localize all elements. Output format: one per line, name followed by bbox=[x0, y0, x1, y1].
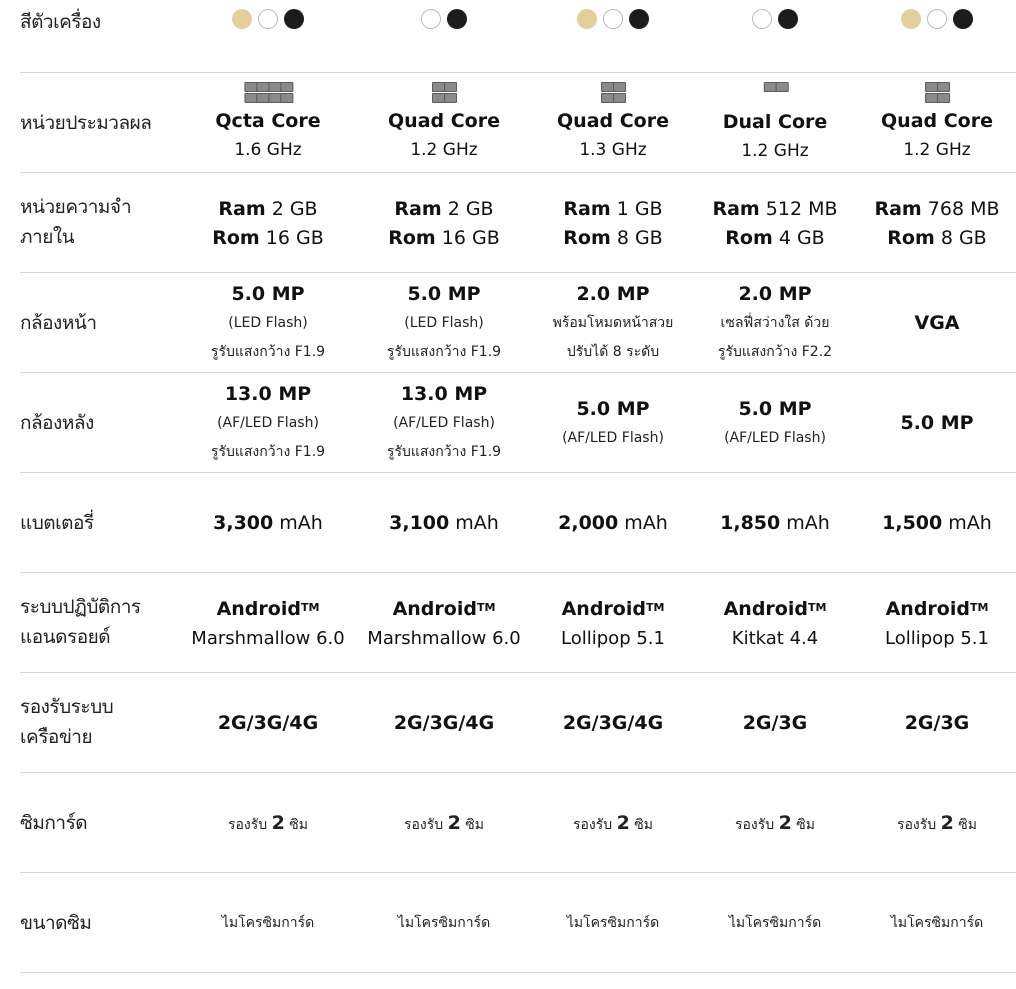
battery-unit: mAh bbox=[948, 512, 992, 534]
dual-sim bbox=[897, 809, 977, 840]
color-swatches bbox=[421, 9, 467, 29]
spec-cell bbox=[398, 909, 490, 938]
label-text: หน่วยประมวลผล bbox=[20, 112, 152, 134]
front-camera-detail: (LED Flash) bbox=[228, 315, 308, 331]
ram-line bbox=[388, 195, 500, 224]
os-version: Kitkat 4.4 bbox=[731, 628, 819, 649]
cpu-name: Quad Core bbox=[388, 110, 500, 132]
rear-camera-mp: 13.0 MP bbox=[224, 383, 312, 405]
rom-value: 8 GB bbox=[616, 227, 663, 249]
android-label: Android bbox=[216, 598, 301, 620]
ram-line bbox=[712, 195, 837, 224]
spec-cell bbox=[222, 909, 314, 938]
network-support: 2G/3G bbox=[742, 712, 808, 734]
sim-prefix: รองรับ bbox=[403, 817, 444, 833]
android-label: Android bbox=[392, 598, 477, 620]
core-block bbox=[776, 82, 789, 92]
spec-cell bbox=[900, 409, 973, 438]
spec-cell bbox=[735, 809, 815, 840]
battery-capacity bbox=[720, 509, 830, 538]
row-label bbox=[20, 308, 97, 338]
rear-camera-detail: (AF/LED Flash) bbox=[724, 430, 826, 446]
spec-cell bbox=[743, 709, 808, 738]
os-version: Lollipop 5.1 bbox=[561, 628, 665, 649]
cpu-name: Quad Core bbox=[557, 110, 669, 132]
sim-suffix: ซิม bbox=[958, 817, 978, 833]
row-label bbox=[20, 808, 87, 838]
spec-row-color bbox=[20, 0, 1016, 73]
front-camera-aperture: รูรับแสงกว้าง F1.9 bbox=[386, 344, 502, 360]
rom-label: Rom bbox=[563, 227, 611, 249]
rear-camera-aperture: รูรับแสงกว้าง F1.9 bbox=[210, 444, 326, 460]
spec-cell bbox=[885, 595, 989, 653]
label-text: ภายใน bbox=[20, 226, 75, 248]
sim-size: ไมโครซิมการ์ด bbox=[566, 915, 660, 931]
spec-cell bbox=[389, 509, 499, 538]
label-text: แบตเตอรี่ bbox=[20, 512, 94, 534]
front-camera-aperture: รูรับแสงกว้าง F1.9 bbox=[210, 344, 326, 360]
spec-cell bbox=[191, 595, 344, 653]
trademark: TM bbox=[807, 601, 827, 614]
color-swatches bbox=[901, 9, 973, 29]
os-name bbox=[191, 595, 344, 624]
label-text: รองรับระบบ bbox=[20, 696, 114, 718]
spec-cell bbox=[563, 709, 663, 738]
spec-cell bbox=[404, 809, 484, 840]
row-label bbox=[20, 908, 91, 938]
label-text: ซิมการ์ด bbox=[20, 812, 88, 834]
color-swatch-white[interactable] bbox=[421, 9, 441, 29]
dual-sim bbox=[573, 809, 653, 840]
label-text: กล้องหน้า bbox=[20, 312, 97, 334]
front-camera-mp: VGA bbox=[914, 312, 960, 334]
rear-camera-mp: 5.0 MP bbox=[738, 398, 812, 420]
os-version: Marshmallow 6.0 bbox=[367, 628, 521, 649]
core-block bbox=[281, 82, 294, 92]
color-swatch-black[interactable] bbox=[629, 9, 649, 29]
core-block bbox=[614, 93, 627, 103]
battery-unit: mAh bbox=[624, 512, 668, 534]
spec-row-cpu bbox=[20, 73, 1016, 173]
spec-cell bbox=[228, 809, 308, 840]
color-swatch-white[interactable] bbox=[603, 9, 623, 29]
sim-prefix: รองรับ bbox=[734, 817, 775, 833]
spec-row-sim bbox=[20, 773, 1016, 873]
os-name bbox=[367, 595, 520, 624]
spec-cell bbox=[388, 77, 500, 165]
label-text: ระบบปฏิบัติการ bbox=[20, 596, 141, 618]
rom-label: Rom bbox=[725, 227, 773, 249]
ram-label: Ram bbox=[394, 198, 442, 220]
trademark: TM bbox=[645, 601, 665, 614]
cpu-name: Dual Core bbox=[722, 111, 828, 133]
trademark: TM bbox=[300, 601, 320, 614]
row-label bbox=[20, 592, 141, 652]
os-name bbox=[885, 595, 989, 624]
cpu-cores-icon bbox=[602, 82, 625, 103]
spec-cell bbox=[218, 709, 318, 738]
rom-value: 16 GB bbox=[265, 227, 324, 249]
label-text: หน่วยความจำ bbox=[20, 196, 132, 218]
spec-cell bbox=[211, 380, 325, 467]
network-support: 2G/3G/4G bbox=[217, 712, 319, 734]
rom-line bbox=[874, 224, 999, 253]
ram-label: Ram bbox=[563, 198, 611, 220]
ram-line bbox=[874, 195, 999, 224]
label-text: ขนาดซิม bbox=[20, 912, 92, 934]
rom-label: Rom bbox=[887, 227, 935, 249]
spec-cell bbox=[712, 195, 837, 253]
spec-cell bbox=[567, 909, 659, 938]
spec-cell bbox=[874, 195, 999, 253]
spec-row-os bbox=[20, 573, 1016, 673]
os-name bbox=[724, 595, 827, 624]
sim-prefix: รองรับ bbox=[896, 817, 937, 833]
color-swatch-gold[interactable] bbox=[232, 9, 252, 29]
ram-value: 2 GB bbox=[447, 198, 494, 220]
spec-cell bbox=[215, 77, 320, 165]
cpu-cores-icon bbox=[245, 82, 292, 103]
spec-cell bbox=[421, 9, 467, 29]
spec-cell bbox=[213, 509, 323, 538]
spec-cell bbox=[557, 77, 669, 165]
spec-cell bbox=[914, 309, 959, 338]
front-camera-aperture: ปรับได้ 8 ระดับ bbox=[566, 344, 660, 360]
color-swatch-black[interactable] bbox=[284, 9, 304, 29]
ram-label: Ram bbox=[712, 198, 760, 220]
spec-row-simsize bbox=[20, 873, 1016, 973]
spec-row-network bbox=[20, 673, 1016, 773]
battery-value: 3,100 bbox=[389, 512, 450, 534]
sim-size: ไมโครซิมการ์ด bbox=[890, 915, 984, 931]
color-swatches bbox=[232, 9, 304, 29]
color-swatch-black[interactable] bbox=[778, 9, 798, 29]
cpu-speed: 1.2 GHz bbox=[903, 140, 971, 160]
spec-cell bbox=[367, 595, 520, 653]
ram-line bbox=[212, 195, 324, 224]
sim-count: 2 bbox=[616, 812, 630, 834]
battery-capacity bbox=[213, 509, 323, 538]
cpu-cores-icon bbox=[433, 82, 456, 103]
spec-cell bbox=[558, 509, 668, 538]
os-version: Lollipop 5.1 bbox=[885, 628, 989, 649]
spec-cell bbox=[720, 509, 830, 538]
ram-line bbox=[563, 195, 662, 224]
spec-row-battery bbox=[20, 473, 1016, 573]
spec-cell bbox=[752, 9, 798, 29]
cpu-cores-icon bbox=[764, 82, 787, 92]
cpu-speed: 1.2 GHz bbox=[410, 140, 478, 160]
battery-unit: mAh bbox=[279, 512, 323, 534]
cpu-name: Qcta Core bbox=[215, 110, 321, 132]
spec-cell bbox=[563, 195, 662, 253]
battery-value: 1,500 bbox=[882, 512, 943, 534]
core-block bbox=[281, 93, 294, 103]
network-support: 2G/3G/4G bbox=[393, 712, 495, 734]
spec-cell bbox=[212, 195, 324, 253]
spec-cell bbox=[729, 909, 821, 938]
core-block bbox=[938, 82, 951, 92]
dual-sim bbox=[228, 809, 308, 840]
front-camera-mp: 5.0 MP bbox=[407, 283, 481, 305]
core-block bbox=[764, 82, 777, 92]
spec-cell bbox=[718, 280, 832, 367]
network-support: 2G/3G bbox=[904, 712, 970, 734]
spec-cell bbox=[882, 509, 992, 538]
spec-cell bbox=[724, 595, 827, 653]
spec-cell bbox=[232, 9, 304, 29]
sim-count: 2 bbox=[271, 812, 285, 834]
spec-cell bbox=[561, 595, 665, 653]
front-camera-detail: พร้อมโหมดหน้าสวย bbox=[552, 315, 674, 331]
rom-label: Rom bbox=[212, 227, 260, 249]
battery-value: 1,850 bbox=[720, 512, 781, 534]
rom-line bbox=[712, 224, 837, 253]
front-camera-mp: 5.0 MP bbox=[231, 283, 305, 305]
spec-cell bbox=[573, 809, 653, 840]
spec-cell bbox=[388, 195, 500, 253]
battery-unit: mAh bbox=[786, 512, 830, 534]
sim-suffix: ซิม bbox=[634, 817, 654, 833]
os-version: Marshmallow 6.0 bbox=[191, 628, 345, 649]
cpu-speed: 1.3 GHz bbox=[579, 140, 647, 160]
ram-label: Ram bbox=[874, 198, 922, 220]
spec-cell bbox=[897, 809, 977, 840]
sim-size: ไมโครซิมการ์ด bbox=[728, 915, 822, 931]
spec-row-memory bbox=[20, 173, 1016, 273]
color-swatches bbox=[577, 9, 649, 29]
ram-value: 768 MB bbox=[927, 198, 1000, 220]
spec-cell bbox=[553, 280, 674, 367]
sim-size: ไมโครซิมการ์ด bbox=[397, 915, 491, 931]
color-swatches bbox=[752, 9, 798, 29]
sim-prefix: รองรับ bbox=[227, 817, 268, 833]
sim-suffix: ซิม bbox=[289, 817, 309, 833]
color-swatch-black[interactable] bbox=[953, 9, 973, 29]
spec-cell bbox=[901, 9, 973, 29]
sim-count: 2 bbox=[447, 812, 461, 834]
spec-cell bbox=[562, 395, 664, 453]
spec-cell bbox=[724, 395, 826, 453]
rom-value: 16 GB bbox=[441, 227, 500, 249]
spec-cell bbox=[577, 9, 649, 29]
cpu-speed: 1.6 GHz bbox=[234, 140, 302, 160]
label-text: กล้องหลัง bbox=[20, 412, 94, 434]
battery-value: 3,300 bbox=[213, 512, 274, 534]
battery-value: 2,000 bbox=[558, 512, 619, 534]
row-label bbox=[20, 408, 94, 438]
front-camera-aperture: รูรับแสงกว้าง F2.2 bbox=[717, 344, 833, 360]
rear-camera-detail: (AF/LED Flash) bbox=[217, 415, 319, 431]
spec-row-rear bbox=[20, 373, 1016, 473]
sim-count: 2 bbox=[778, 812, 792, 834]
front-camera-detail: (LED Flash) bbox=[404, 315, 484, 331]
sim-suffix: ซิม bbox=[465, 817, 485, 833]
spec-cell bbox=[723, 77, 828, 166]
sim-size: ไมโครซิมการ์ด bbox=[221, 915, 315, 931]
core-block bbox=[614, 82, 627, 92]
color-swatch-black[interactable] bbox=[447, 9, 467, 29]
spec-cell bbox=[881, 77, 993, 165]
os-name bbox=[561, 595, 665, 624]
front-camera-mp: 2.0 MP bbox=[576, 283, 650, 305]
trademark: TM bbox=[476, 601, 496, 614]
label-text: สีตัวเครื่อง bbox=[20, 11, 101, 33]
network-support: 2G/3G/4G bbox=[562, 712, 664, 734]
rom-line bbox=[388, 224, 500, 253]
core-block bbox=[938, 93, 951, 103]
rear-camera-mp: 13.0 MP bbox=[400, 383, 488, 405]
front-camera-mp: 2.0 MP bbox=[738, 283, 812, 305]
row-label bbox=[20, 192, 131, 252]
rear-camera-mp: 5.0 MP bbox=[576, 398, 650, 420]
front-camera-detail: เซลฟี่สว่างใส ด้วย bbox=[720, 315, 830, 331]
sim-count: 2 bbox=[940, 812, 954, 834]
spec-cell bbox=[394, 709, 494, 738]
ram-value: 2 GB bbox=[271, 198, 318, 220]
label-text: แอนดรอยด์ bbox=[20, 626, 111, 648]
spec-cell bbox=[211, 280, 325, 367]
android-label: Android bbox=[723, 598, 808, 620]
color-swatch-gold[interactable] bbox=[577, 9, 597, 29]
row-label bbox=[20, 508, 94, 538]
ram-label: Ram bbox=[218, 198, 266, 220]
row-label bbox=[20, 7, 101, 37]
rear-camera-mp: 5.0 MP bbox=[900, 412, 974, 434]
spec-cell bbox=[891, 909, 983, 938]
core-block bbox=[445, 82, 458, 92]
rear-camera-detail: (AF/LED Flash) bbox=[393, 415, 495, 431]
battery-capacity bbox=[882, 509, 992, 538]
cpu-speed: 1.2 GHz bbox=[741, 141, 809, 161]
android-label: Android bbox=[561, 598, 646, 620]
trademark: TM bbox=[969, 601, 989, 614]
cpu-name: Quad Core bbox=[881, 110, 993, 132]
color-swatch-gold[interactable] bbox=[901, 9, 921, 29]
ram-value: 1 GB bbox=[616, 198, 663, 220]
rom-line bbox=[212, 224, 324, 253]
battery-unit: mAh bbox=[455, 512, 499, 534]
row-label bbox=[20, 108, 151, 138]
color-swatch-white[interactable] bbox=[752, 9, 772, 29]
rear-camera-detail: (AF/LED Flash) bbox=[562, 430, 664, 446]
core-block bbox=[445, 93, 458, 103]
spec-row-front bbox=[20, 273, 1016, 373]
color-swatch-white[interactable] bbox=[258, 9, 278, 29]
sim-prefix: รองรับ bbox=[572, 817, 613, 833]
label-text: เครือข่าย bbox=[20, 726, 93, 748]
spec-cell bbox=[387, 380, 501, 467]
color-swatch-white[interactable] bbox=[927, 9, 947, 29]
sim-suffix: ซิม bbox=[796, 817, 816, 833]
rom-line bbox=[563, 224, 662, 253]
row-label bbox=[20, 692, 113, 752]
android-label: Android bbox=[885, 598, 970, 620]
rom-label: Rom bbox=[388, 227, 436, 249]
rom-value: 4 GB bbox=[778, 227, 825, 249]
rom-value: 8 GB bbox=[940, 227, 987, 249]
ram-value: 512 MB bbox=[765, 198, 838, 220]
rear-camera-aperture: รูรับแสงกว้าง F1.9 bbox=[386, 444, 502, 460]
battery-capacity bbox=[558, 509, 668, 538]
spec-cell bbox=[905, 709, 970, 738]
dual-sim bbox=[735, 809, 815, 840]
dual-sim bbox=[404, 809, 484, 840]
battery-capacity bbox=[389, 509, 499, 538]
cpu-cores-icon bbox=[926, 82, 949, 103]
spec-cell bbox=[387, 280, 501, 367]
